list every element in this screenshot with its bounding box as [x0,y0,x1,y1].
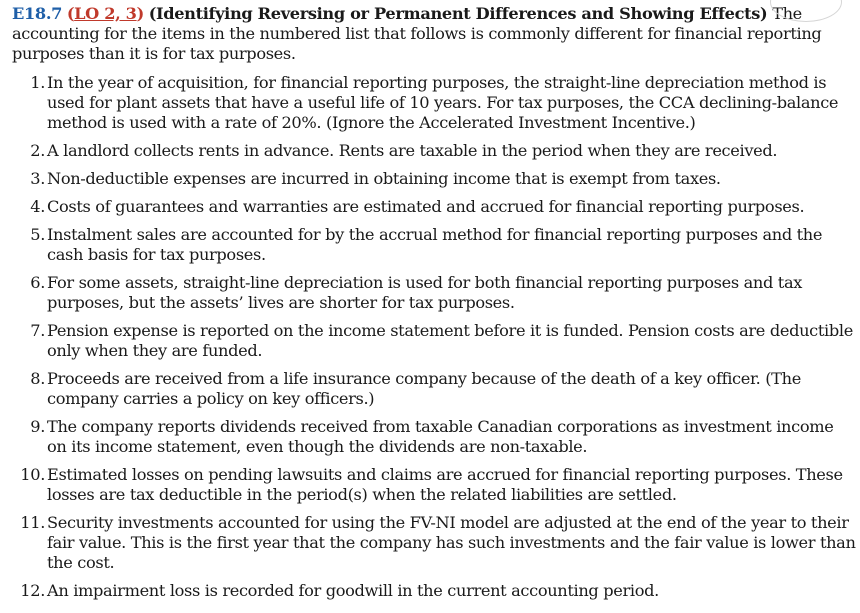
item-text: Instalment sales are accounted for by the accrual method for financial reporting purposes and the cash basis for tax purposes. [47,225,823,264]
list-item [12,273,856,313]
numbered-item-list [12,73,856,601]
item-text: Proceeds are received from a life insurance company because of the death of a key officer. (The company carries a policy on key officers.) [47,369,801,408]
item-text: Costs of guarantees and warranties are estimated and accrued for financial reporting purposes. [47,197,805,216]
item-number: 7. [30,321,45,340]
list-item [12,225,856,265]
list-item [12,581,856,601]
list-item [12,197,856,217]
item-number: 1. [30,73,45,92]
item-number: 8. [30,369,45,388]
item-number: 6. [30,273,45,292]
item-text: Security investments accounted for using the FV-NI model are adjusted at the end of the year to their fair value. This is the first year that the company has such investments and the fair value is lower than the cost. [47,513,856,572]
item-text: A landlord collects rents in advance. Rents are taxable in the period when they are received. [47,141,778,160]
exercise-number: E18.7 [12,4,63,23]
list-item [12,417,856,457]
item-text: Estimated losses on pending lawsuits and claims are accrued for financial reporting purposes. These losses are tax deductible in the period(s) when the related liabilities are settled. [47,465,843,504]
list-item [12,73,856,133]
list-item [12,141,856,161]
exercise-intro: The accounting for the items in the numbered list that follows is commonly different for financial reporting purposes than it is for tax purposes. [12,4,822,63]
list-item [12,321,856,361]
list-item [12,169,856,189]
item-number: 9. [30,417,45,436]
learning-objective-link[interactable]: LO 2, 3 [74,4,137,23]
item-number: 3. [30,169,45,188]
list-item [12,369,856,409]
item-text: Pension expense is reported on the income statement before it is funded. Pension costs are deductible only when they are funded. [47,321,853,360]
exercise-title: (Identifying Reversing or Permanent Differences and Showing Effects) [148,4,768,23]
item-text: In the year of acquisition, for financial reporting purposes, the straight-line depreciation method is used for plant assets that have a useful life of 10 years. For tax purposes, the CCA declining-balance method is used with a rate of 20%. (Ignore the Accelerated Investment Incentive.) [47,73,839,132]
item-number: 12. [20,581,45,600]
lo-close-paren: ) [136,4,144,23]
item-text: For some assets, straight-line depreciation is used for both financial reporting purposes and tax purposes, but the assets’ lives are shorter for tax purposes. [47,273,803,312]
exercise-page [12,4,856,609]
item-text: An impairment loss is recorded for goodwill in the current accounting period. [47,581,659,600]
lo-open-paren: ( [66,4,75,23]
list-item [12,513,856,573]
item-number: 5. [30,225,45,244]
item-text: The company reports dividends received from taxable Canadian corporations as investment income on its income statement, even though the dividends are non-taxable. [47,417,834,456]
item-number: 10. [20,465,45,484]
list-item [12,465,856,505]
item-number: 11. [20,513,45,532]
exercise-header [12,4,856,64]
item-text: Non-deductible expenses are incurred in obtaining income that is exempt from taxes. [47,169,721,188]
item-number: 2. [30,141,45,160]
item-number: 4. [30,197,45,216]
